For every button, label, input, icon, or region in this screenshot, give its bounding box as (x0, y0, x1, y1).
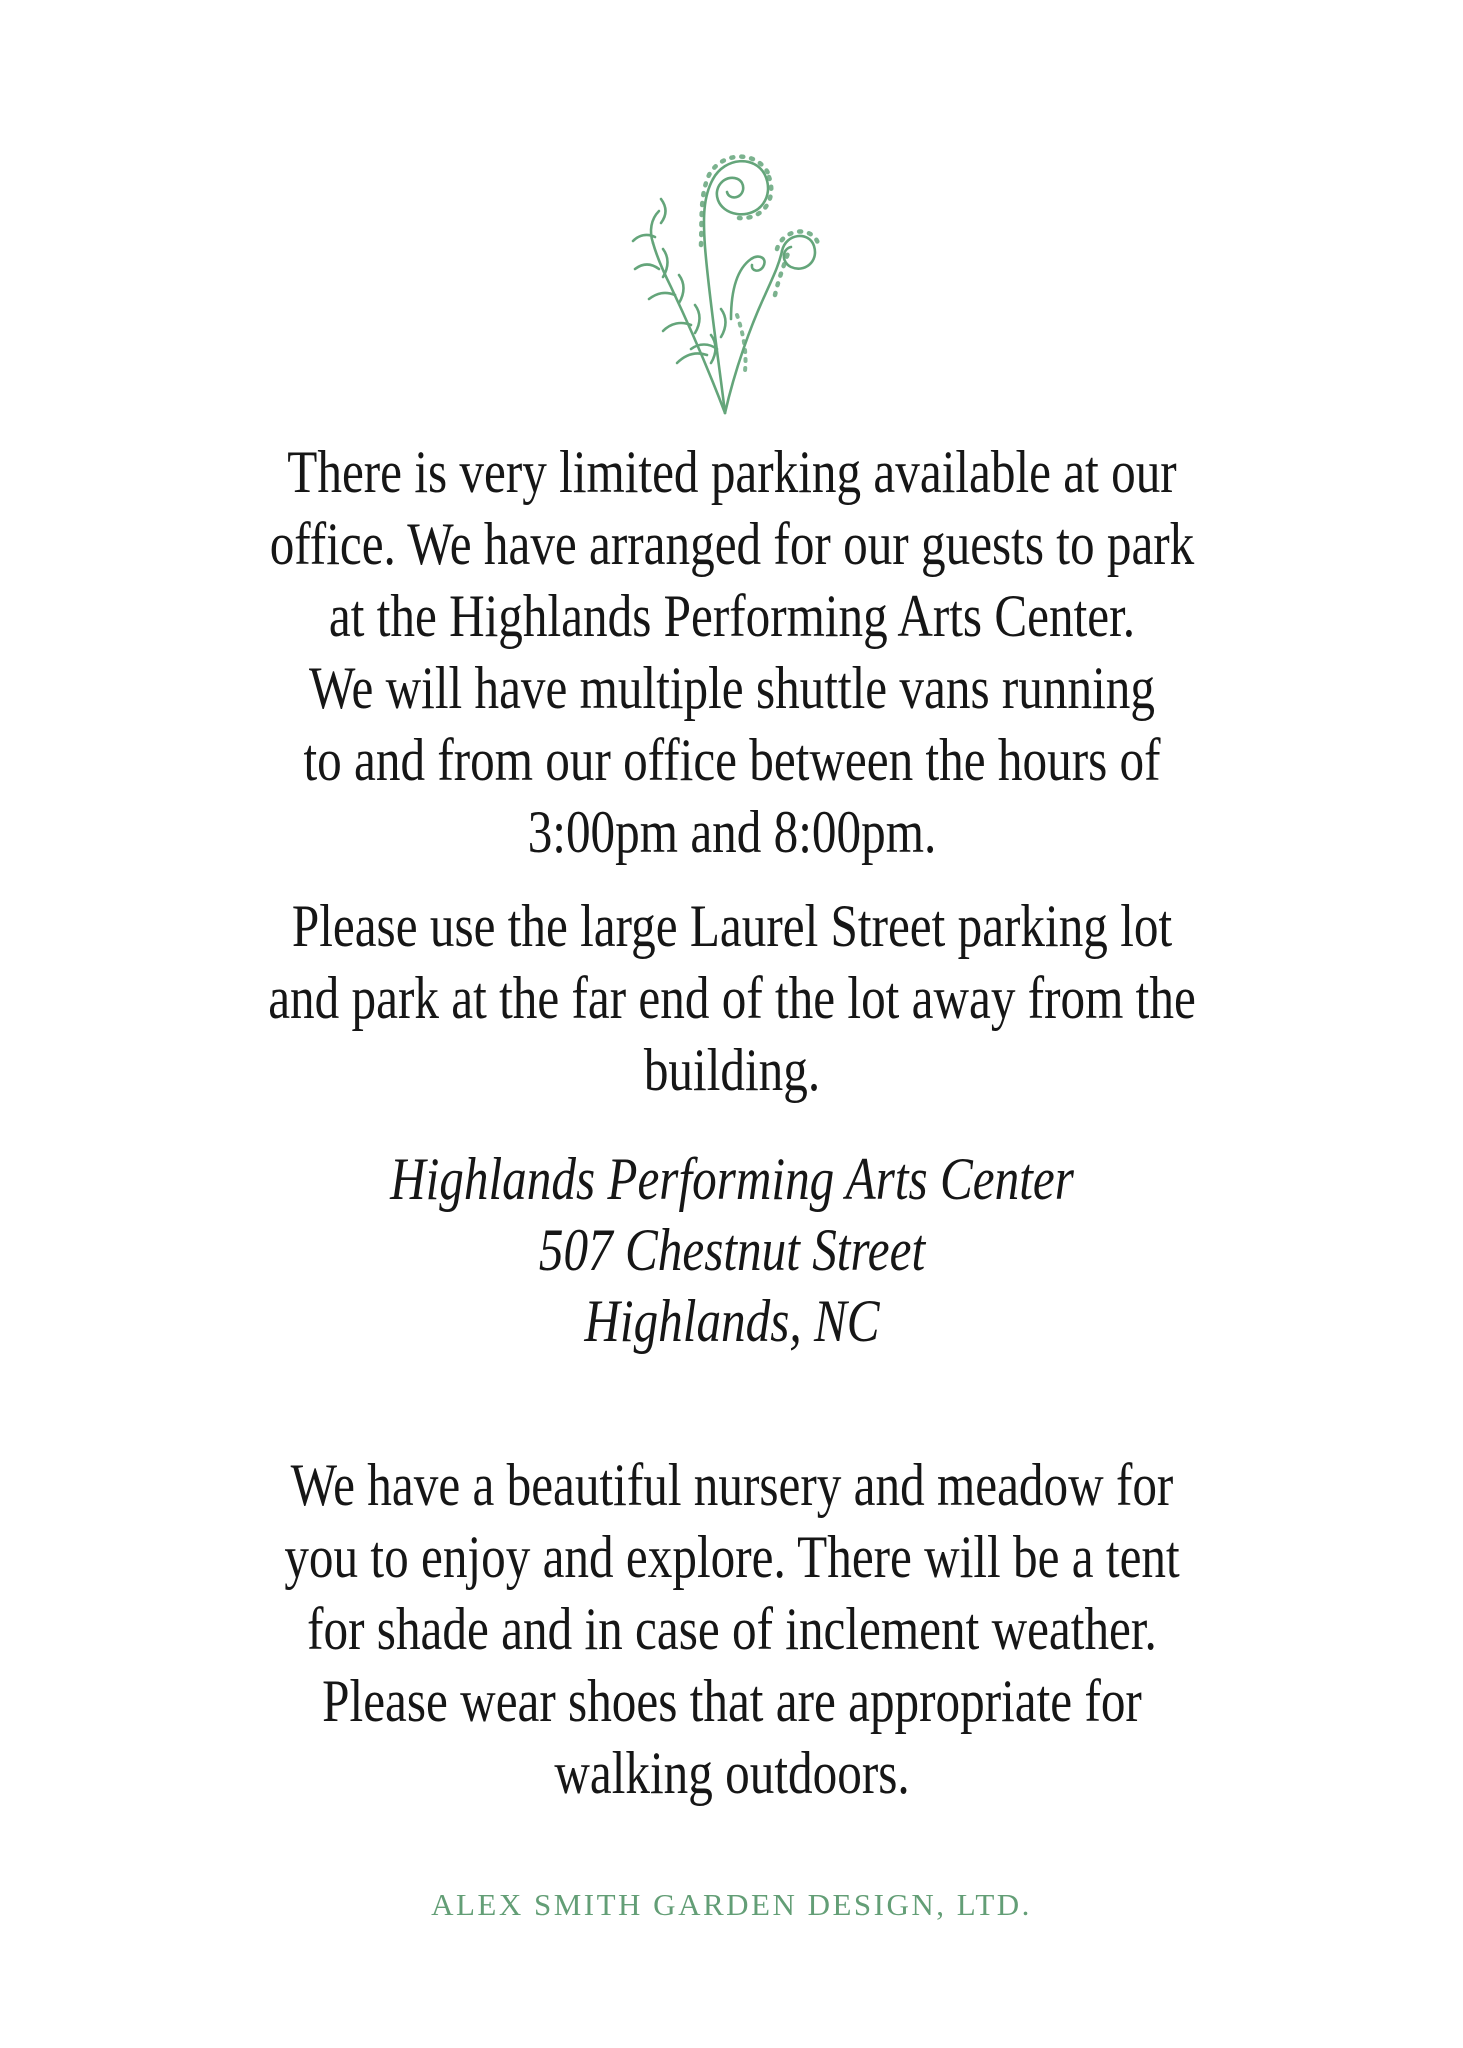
laurel-line-1: Please use the large Laurel Street parking lot (291, 893, 1172, 959)
nursery-info-paragraph (182, 1449, 1281, 1809)
company-name-footer: ALEX SMITH GARDEN DESIGN, LTD. (431, 1887, 1032, 1922)
nursery-line-2: you to enjoy and explore. There will be a tent (283, 1524, 1180, 1590)
parking-line-1: There is very limited parking available at our (286, 439, 1177, 505)
nursery-line-3: for shade and in case of inclement weather. (306, 1596, 1157, 1662)
nursery-line-1: We have a beautiful nursery and meadow for (290, 1452, 1173, 1518)
venue-address-block (182, 1144, 1281, 1357)
parking-line-6: 3:00pm and 8:00pm. (527, 799, 936, 865)
nursery-line-5: walking outdoors. (553, 1740, 910, 1806)
venue-city-state: Highlands, NC (583, 1288, 880, 1354)
laurel-line-2: and park at the far end of the lot away from the (267, 965, 1196, 1031)
parking-line-5: to and from our office between the hours of (302, 727, 1161, 793)
fern-sketch-illustration (617, 118, 847, 418)
parking-line-2: office. We have arranged for our guests to park (269, 511, 1194, 577)
venue-name: Highlands Performing Arts Center (389, 1146, 1074, 1212)
parking-line-4: We will have multiple shuttle vans running (308, 655, 1155, 721)
nursery-line-4: Please wear shoes that are appropriate for (321, 1668, 1142, 1734)
fern-icon (619, 119, 844, 417)
laurel-line-3: building. (643, 1037, 820, 1103)
venue-street: 507 Chestnut Street (538, 1217, 925, 1283)
laurel-lot-paragraph (182, 890, 1281, 1106)
parking-line-3: at the Highlands Performing Arts Center. (328, 583, 1135, 649)
parking-info-paragraph (182, 436, 1281, 868)
